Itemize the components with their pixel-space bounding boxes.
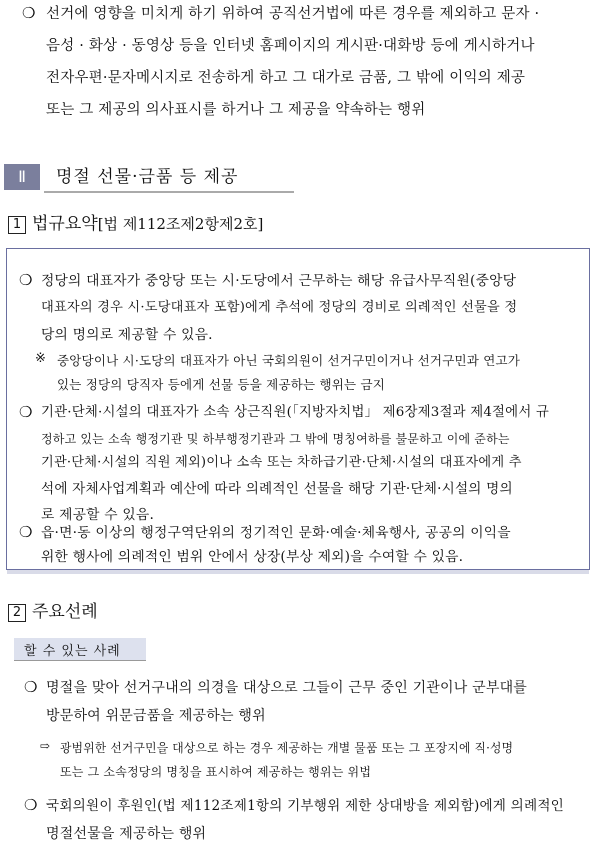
circle-bullet-icon: ❍ xyxy=(19,271,33,289)
circle-bullet-icon: ❍ xyxy=(24,678,38,696)
circle-bullet-icon: ❍ xyxy=(22,4,36,22)
circle-bullet-icon: ❍ xyxy=(24,796,38,814)
case2-line2: 명절선물을 제공하는 행위 xyxy=(46,826,207,842)
note-mark: ※ xyxy=(35,351,46,366)
summary-item3-line1: 읍·면·동 이상의 행정구역단위의 정기적인 문화·예술·체육행사, 공공의 이익을 xyxy=(41,525,511,541)
circle-bullet-icon: ❍ xyxy=(19,403,33,421)
summary-note-line1: 중앙당이나 시·도당의 대표자가 아닌 국회의원이 선거구민이거나 선거구민과 연고가 xyxy=(57,353,521,368)
arrow-right-icon: ⇨ xyxy=(40,739,51,753)
intro-line-1: 선거에 영향을 미치게 하기 위하여 공직선거법에 따른 경우를 제외하고 문자 · xyxy=(46,6,540,22)
summary-item1-line2: 대표자의 경우 시·도당대표자 포함)에게 추석에 정당의 경비로 의례적인 선물을 정 xyxy=(41,300,518,315)
subsection-heading-2 xyxy=(8,597,98,622)
section-header xyxy=(0,160,600,196)
intro-line-4: 또는 그 제공의 의사표시를 하거나 그 제공을 약속하는 행위 xyxy=(46,102,426,118)
summary-item2-line5: 로 제공할 수 있음. xyxy=(41,507,155,523)
subsection-heading-1 xyxy=(8,209,263,234)
case1-line1: 명절을 맞아 선거구내의 의경을 대상으로 그들이 근무 중인 기관이나 군부대를 xyxy=(46,680,528,696)
case2-line1: 국회의원이 후원인(법 제112조제1항의 기부행위 제한 상대방을 제외함)에게 의례적인 xyxy=(46,798,564,814)
arrow-note-line2: 또는 그 소속정당의 명칭을 표시하여 제공하는 행위는 위법 xyxy=(60,765,372,779)
summary-item3-line2: 위한 행사에 의례적인 범위 안에서 상장(부상 제외)을 수여할 수 있음. xyxy=(41,549,464,565)
law-reference: [법 제112조제2항제2호] xyxy=(97,215,264,233)
arrow-note-line1: 광범위한 선거구민을 대상으로 하는 경우 제공하는 개별 물품 또는 그 포장지에 직·성명 xyxy=(60,741,514,755)
summary-item2-line4: 석에 자체사업계획과 예산에 따라 의례적인 선물을 해당 기관·단체·시설의 명의 xyxy=(41,481,513,497)
subsection-number-1: 1 xyxy=(8,216,26,234)
subsection-title-2: 주요선례 xyxy=(32,602,98,622)
section-rule xyxy=(44,191,294,193)
summary-note-line2: 있는 정당의 당직자 등에게 선물 등을 제공하는 행위는 금지 xyxy=(57,377,385,392)
summary-item2-line2: 정하고 있는 소속 행정기관 및 하부행정기관과 그 밖에 명칭여하를 불문하고 이에 준하는 xyxy=(41,432,510,446)
circle-bullet-icon: ❍ xyxy=(19,523,33,541)
section-title: 명절 선물·금품 등 제공 xyxy=(56,167,239,187)
summary-item1-line3: 당의 명의로 제공할 수 있음. xyxy=(41,327,213,343)
case1-line2: 방문하여 위문금품을 제공하는 행위 xyxy=(46,708,266,724)
subsection-number-2: 2 xyxy=(8,604,26,622)
allowed-cases-tag xyxy=(14,638,146,661)
summary-item2-line1: 기관·단체·시설의 대표자가 소속 상근직원(「지방자치법」 제6장제3절과 제4절에서 규 xyxy=(41,405,550,420)
allowed-cases-tag-label: 할 수 있는 사례 xyxy=(24,644,121,659)
intro-line-3: 전자우편·문자메시지로 전송하게 하고 그 대가로 금품, 그 밖에 이익의 제공 xyxy=(46,70,526,86)
section-number: Ⅱ xyxy=(4,164,40,190)
law-summary-box xyxy=(6,248,590,570)
subsection-title-1: 법규요약 xyxy=(32,214,98,234)
intro-line-2: 음성 · 화상 · 동영상 등을 인터넷 홈페이지의 게시판·대화방 등에 게시하거나 xyxy=(46,38,535,54)
summary-item2-line3: 기관·단체·시설의 직원 제외)이나 소속 또는 차하급기관·단체·시설의 대표자에게 추 xyxy=(41,455,522,470)
summary-item1-line1: 정당의 대표자가 중앙당 또는 시·도당에서 근무하는 해당 유급사무직원(중앙당 xyxy=(41,273,517,289)
